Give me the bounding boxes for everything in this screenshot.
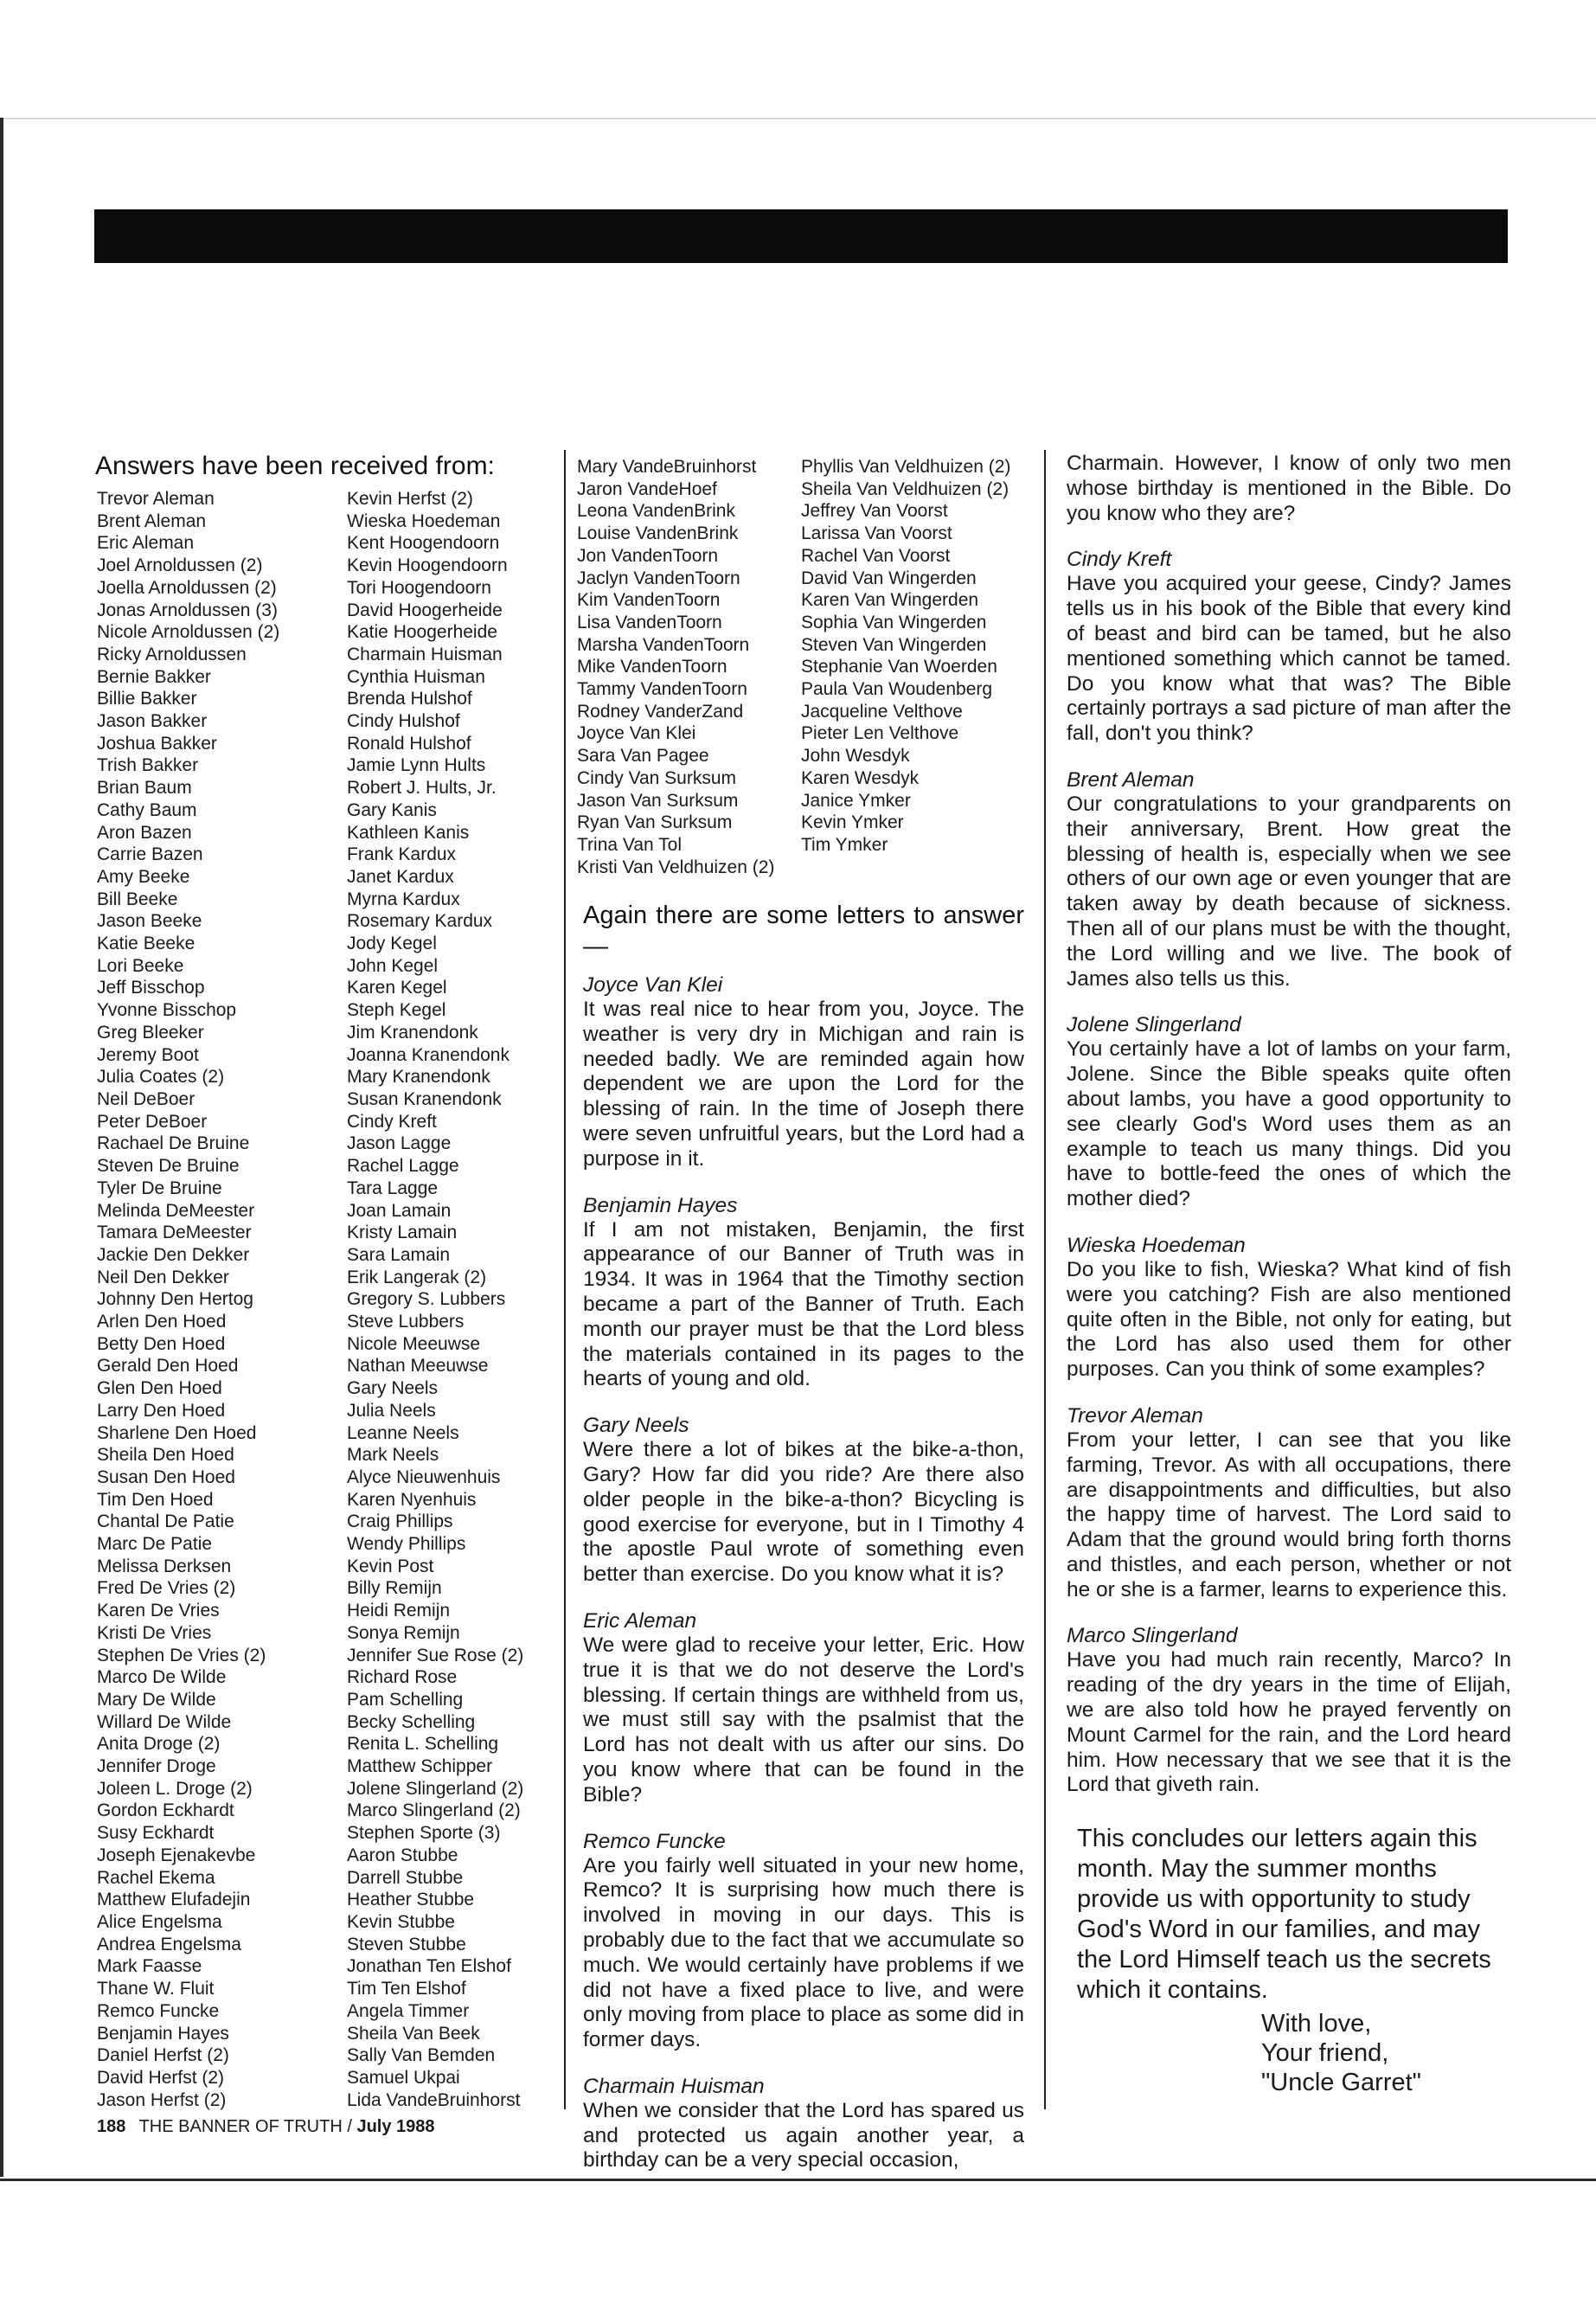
list-item: Cindy Van Surksum <box>577 767 737 788</box>
list-item: Gordon Eckhardt <box>97 1800 234 1821</box>
list-item: Craig Phillips <box>347 1511 453 1532</box>
list-item: Glen Den Hoed <box>97 1378 222 1399</box>
list-item: Sonya Remijn <box>347 1622 460 1643</box>
list-item: Rachel Lagge <box>347 1156 459 1177</box>
list-item: Betty Den Hoed <box>97 1333 226 1354</box>
list-item: Steven Stubbe <box>347 1934 466 1954</box>
list-item: Richard Rose <box>347 1667 458 1688</box>
list-item: Ronald Hulshof <box>347 733 471 754</box>
list-item: Jennifer Droge <box>97 1756 216 1777</box>
list-item: Alice Engelsma <box>97 1912 222 1932</box>
letter-text: From your letter, I can see that you like farming, Trevor. As with all occupations, there are disappointments and difficulties, but also the happy time of harvest. The Lord said to Adam that the ground would bring forth thorns and thistles, and each person, whether or not he or she is a farmer, learns to experience this. <box>1067 1428 1511 1601</box>
list-item: Gary Kanis <box>347 799 437 820</box>
list-item: Jennifer Sue Rose (2) <box>347 1645 524 1665</box>
list-item: Brian Baum <box>97 778 192 799</box>
list-item: Stephen Sporte (3) <box>347 1823 501 1844</box>
list-item: Billie Bakker <box>97 689 197 709</box>
letter <box>583 1608 1024 1808</box>
list-item: Carrie Bazen <box>97 844 203 865</box>
list-item: Angela Timmer <box>347 2000 470 2021</box>
list-item: Kevin Post <box>347 1556 434 1576</box>
list-item: Jody Kegel <box>347 934 437 954</box>
list-item: Benjamin Hayes <box>97 2023 229 2044</box>
list-item: Leanne Neels <box>347 1422 459 1443</box>
letter <box>583 1829 1024 2053</box>
list-item: Karen De Vries <box>97 1601 220 1621</box>
list-item: Tori Hoogendoorn <box>347 577 491 598</box>
list-item: Eric Aleman <box>97 533 195 554</box>
list-item: Renita L. Schelling <box>347 1734 499 1755</box>
letter <box>583 1413 1024 1588</box>
list-item: Larry Den Hoed <box>97 1400 226 1421</box>
list-item: Sheila Van Beek <box>347 2023 480 2044</box>
list-item: Susan Den Hoed <box>97 1466 235 1487</box>
list-item: David Van Wingerden <box>801 568 977 588</box>
list-item: Jacqueline Velthove <box>801 701 963 722</box>
list-item: Mike VandenToorn <box>577 657 727 677</box>
list-item: Tim Ten Elshof <box>347 1979 466 1999</box>
list-item: Kent Hoogendoorn <box>347 533 500 554</box>
list-item: Larissa Van Voorst <box>801 523 952 544</box>
letter <box>1067 1233 1511 1383</box>
column-divider <box>564 450 566 2109</box>
scan-margin-bottom <box>0 2179 1596 2304</box>
letters-heading: Again there are some letters to answer — <box>583 902 1024 960</box>
header-bar <box>94 209 1508 263</box>
letter <box>1067 1012 1511 1212</box>
list-item: Nicole Meeuwse <box>347 1333 481 1354</box>
names-column-4 <box>801 456 1010 857</box>
page-footer <box>97 2116 435 2137</box>
letter-text: Are you fairly well situated in your new home, Remco? It is surprising how much there is involved in moving in our days. This is probably due to the fact that we accumulate so much. We would certainly have problems if we did not have a fixed place to live, and were only moving from place to place as some did in former days. <box>583 1853 1024 2052</box>
list-item: Cynthia Huisman <box>347 666 485 687</box>
letter-recipient: Eric Aleman <box>583 1608 697 1633</box>
list-item: Janice Ymker <box>801 790 911 811</box>
list-item: Steph Kegel <box>347 1000 446 1021</box>
letter-recipient: Charmain Huisman <box>583 2074 765 2098</box>
list-item: Greg Bleeker <box>97 1022 204 1043</box>
list-item: Aaron Stubbe <box>347 1845 458 1865</box>
list-item: Sheila Van Veldhuizen (2) <box>801 478 1010 499</box>
list-item: Jonas Arnoldussen (3) <box>97 600 278 620</box>
list-item: Jeremy Boot <box>97 1044 199 1065</box>
list-item: Mary De Wilde <box>97 1689 216 1710</box>
column-divider <box>1044 450 1046 2109</box>
letter-recipient: Marco Slingerland <box>1067 1624 1238 1648</box>
letter-text: Charmain. However, I know of only two men whose birthday is mentioned in the Bible. Do you know who they are? <box>1067 452 1511 525</box>
list-item: Tim Den Hoed <box>97 1489 214 1510</box>
letter-text: Were there a lot of bikes at the bike-a-thon, Gary? How far did you ride? Are there also older people in the bike-a-thon? Bicycling is good exercise for everyone, but in I Timothy 4 the apostle Paul wrote of something even better than exercise. Do you know what it is? <box>583 1438 1024 1587</box>
names-column-3 <box>577 456 774 878</box>
list-item: Heather Stubbe <box>347 1890 475 1910</box>
list-item: Kevin Ymker <box>801 812 904 833</box>
received-heading: Answers have been received from: <box>95 452 495 480</box>
list-item: Jason Bakker <box>97 711 208 732</box>
list-item: Neil DeBoer <box>97 1088 195 1109</box>
list-item: Jaclyn VandenToorn <box>577 568 740 588</box>
letter-text: Do you like to fish, Wieska? What kind of fish were you catching? Fish are also mentioned quite often in the Bible, not only for eating, but the Lord has also used them for other purposes. Can you think of some examples? <box>1067 1257 1511 1382</box>
list-item: Melinda DeMeester <box>97 1200 255 1221</box>
list-item: Karen Nyenhuis <box>347 1489 477 1510</box>
names-column-2 <box>347 488 523 2111</box>
list-item: Jolene Slingerland (2) <box>347 1778 524 1799</box>
letters-list <box>1067 547 1511 1798</box>
list-item: Bernie Bakker <box>97 666 211 687</box>
list-item: Mary VandeBruinhorst <box>577 457 757 477</box>
list-item: Gregory S. Lubbers <box>347 1289 506 1310</box>
signoff <box>1261 2009 1511 2097</box>
list-item: Karen Kegel <box>347 978 447 998</box>
letter-recipient: Brent Aleman <box>1067 767 1195 792</box>
letter <box>1067 1623 1511 1798</box>
list-item: Jon VandenToorn <box>577 545 719 566</box>
list-item: Joshua Bakker <box>97 733 217 754</box>
list-item: Daniel Herfst (2) <box>97 2045 229 2066</box>
signoff-line: "Uncle Garret" <box>1261 2069 1421 2097</box>
list-item: Ryan Van Surksum <box>577 812 733 833</box>
letter-recipient: Remco Funcke <box>583 1829 726 1853</box>
list-item: Rachel Ekema <box>97 1867 215 1888</box>
list-item: Kevin Stubbe <box>347 1912 455 1932</box>
list-item: Arlen Den Hoed <box>97 1312 227 1332</box>
list-item: John Kegel <box>347 955 439 976</box>
list-item: Sara Van Pagee <box>577 746 709 767</box>
closing-paragraph: This concludes our letters again this month. May the summer months provide us with opportunity to study God's Word in our families, and may the Lord Himself teach us the secrets which it contains. <box>1077 1825 1491 2005</box>
list-item: David Herfst (2) <box>97 2067 225 2088</box>
list-item: Lori Beeke <box>97 955 184 976</box>
list-item: Fred De Vries (2) <box>97 1578 236 1599</box>
list-item: Tyler De Bruine <box>97 1178 222 1198</box>
list-item: Heidi Remijn <box>347 1601 451 1621</box>
list-item: Joella Arnoldussen (2) <box>97 577 277 598</box>
list-item: Becky Schelling <box>347 1711 476 1732</box>
list-item: Marco De Wilde <box>97 1667 227 1688</box>
list-item: Jim Kranendonk <box>347 1022 478 1043</box>
letter-text: When we consider that the Lord has spared us and protected us again another year, a birthday can be a very special occasion, <box>583 2098 1024 2172</box>
list-item: Jason Lagge <box>347 1133 452 1154</box>
letter <box>1067 1403 1511 1603</box>
list-item: Lida VandeBruinhorst <box>347 2089 521 2110</box>
list-item: Aron Bazen <box>97 822 192 843</box>
list-item: Susy Eckhardt <box>97 1823 215 1844</box>
list-item: Matthew Schipper <box>347 1756 493 1777</box>
list-item: Kevin Hoogendoorn <box>347 555 508 576</box>
list-item: Joel Arnoldussen (2) <box>97 555 263 576</box>
list-item: Stephanie Van Woerden <box>801 657 997 677</box>
publication-name: THE BANNER OF TRUTH / <box>138 2117 352 2136</box>
list-item: Cindy Kreft <box>347 1111 437 1132</box>
list-item: Cindy Hulshof <box>347 711 460 732</box>
list-item: Katie Hoogerheide <box>347 622 497 643</box>
list-item: Karen Van Wingerden <box>801 590 979 611</box>
list-item: Anita Droge (2) <box>97 1734 221 1755</box>
list-item: Lisa VandenToorn <box>577 612 722 632</box>
list-item: Melissa Derksen <box>97 1556 232 1576</box>
list-item: Trish Bakker <box>97 755 199 776</box>
list-item: Kristi Van Veldhuizen (2) <box>577 857 775 877</box>
scan-edge-left <box>0 118 3 2177</box>
names-column-1 <box>97 488 279 2111</box>
list-item: Kristy Lamain <box>347 1223 458 1243</box>
letters-column-right <box>1067 452 1511 2097</box>
list-item: Steven De Bruine <box>97 1156 240 1177</box>
list-item: Brenda Hulshof <box>347 689 472 709</box>
list-item: Marc De Patie <box>97 1534 213 1555</box>
list-item: Myrna Kardux <box>347 889 460 909</box>
page-number: 188 <box>97 2117 126 2136</box>
list-item: Phyllis Van Veldhuizen (2) <box>801 457 1011 477</box>
letter-continuation <box>1067 452 1511 526</box>
list-item: Jason Van Surksum <box>577 790 739 811</box>
list-item: Mark Neels <box>347 1445 439 1466</box>
list-item: Sophia Van Wingerden <box>801 612 987 632</box>
list-item: Marco Slingerland (2) <box>347 1800 521 1821</box>
list-item: John Wesdyk <box>801 746 910 767</box>
list-item: Sara Lamain <box>347 1244 451 1265</box>
list-item: Karen Wesdyk <box>801 767 920 788</box>
list-item: Wieska Hoedeman <box>347 510 501 531</box>
list-item: Julia Coates (2) <box>97 1067 225 1088</box>
list-item: Steve Lubbers <box>347 1312 465 1332</box>
list-item: Jeff Bisschop <box>97 978 205 998</box>
list-item: Katie Beeke <box>97 934 195 954</box>
list-item: Pam Schelling <box>347 1689 464 1710</box>
list-item: Darrell Stubbe <box>347 1867 464 1888</box>
letter-text: Our congratulations to your grandparents on their anniversary, Brent. How great the blessing of health is, especially when we see others of our own age or even younger that are taken away by death because of sickness. Then all of our plans must be with the thought, the Lord willing and we live. The book of James also tells us this. <box>1067 792 1511 991</box>
list-item: Sharlene Den Hoed <box>97 1422 257 1443</box>
list-item: Rachel Van Voorst <box>801 545 951 566</box>
letter-recipient: Cindy Kreft <box>1067 548 1172 572</box>
list-item: Robert J. Hults, Jr. <box>347 778 497 799</box>
list-item: Julia Neels <box>347 1400 436 1421</box>
list-item: Johnny Den Hertog <box>97 1289 253 1310</box>
signoff-line: With love, <box>1261 2010 1372 2038</box>
letter-text: If I am not mistaken, Benjamin, the first appearance of our Banner of Truth was in 1934. It was in 1964 that the Timothy section became a part of the Banner of Truth. Each month our prayer must be that the Lord bless the materials contained in its pages to the hearts of young and old. <box>583 1217 1024 1391</box>
list-item: Jamie Lynn Hults <box>347 755 486 776</box>
list-item: Joanna Kranendonk <box>347 1044 510 1065</box>
list-item: Willard De Wilde <box>97 1711 232 1732</box>
issue-date: July 1988 <box>356 2117 435 2136</box>
list-item: Sally Van Bemden <box>347 2045 496 2066</box>
list-item: Nicole Arnoldussen (2) <box>97 622 280 643</box>
list-item: Marsha VandenToorn <box>577 634 750 655</box>
letter <box>1067 767 1511 992</box>
list-item: Billy Remijn <box>347 1578 442 1599</box>
list-item: Susan Kranendonk <box>347 1088 502 1109</box>
list-item: Cathy Baum <box>97 799 197 820</box>
letter <box>1067 547 1511 747</box>
list-item: Wendy Phillips <box>347 1534 466 1555</box>
list-item: Gary Neels <box>347 1378 439 1399</box>
list-item: Mary Kranendonk <box>347 1067 490 1088</box>
list-item: Rodney VanderZand <box>577 701 744 722</box>
list-item: Tammy VandenToorn <box>577 679 747 700</box>
list-item: Trina Van Tol <box>577 834 683 855</box>
list-item: Erik Langerak (2) <box>347 1267 487 1287</box>
list-item: Gerald Den Hoed <box>97 1356 239 1377</box>
letter-text: You certainly have a lot of lambs on your farm, Jolene. Since the Bible speaks quite often about lambs, you have a good opportunity to see clearly God's Word uses them as an example to teach us many things. Did you have to bottle-feed the ones of which the mother died? <box>1067 1037 1511 1211</box>
list-item: Andrea Engelsma <box>97 1934 241 1954</box>
list-item: Peter DeBoer <box>97 1111 208 1132</box>
list-item: Samuel Ukpai <box>347 2067 460 2088</box>
list-item: Brent Aleman <box>97 510 207 531</box>
list-item: Steven Van Wingerden <box>801 634 987 655</box>
list-item: Tamara DeMeester <box>97 1223 252 1243</box>
letters-list <box>583 972 1024 2173</box>
list-item: Nathan Meeuwse <box>347 1356 489 1377</box>
scan-margin-top <box>0 0 1596 119</box>
list-item: Stephen De Vries (2) <box>97 1645 266 1665</box>
list-item: Tara Lagge <box>347 1178 439 1198</box>
list-item: Kim VandenToorn <box>577 590 721 611</box>
list-item: Jackie Den Dekker <box>97 1244 250 1265</box>
list-item: Janet Kardux <box>347 866 454 887</box>
letter-text: Have you acquired your geese, Cindy? James tells us in his book of the Bible that every kind of beast and bird can be tamed, but he also mentioned something which cannot be tamed. Do you know what that was? The Bible certainly portrays a sad picture of man after the fall, don't you think? <box>1067 572 1511 746</box>
list-item: Joleen L. Droge (2) <box>97 1778 253 1799</box>
list-item: Thane W. Fluit <box>97 1979 215 1999</box>
list-item: Joyce Van Klei <box>577 723 696 744</box>
list-item: Charmain Huisman <box>347 644 503 664</box>
letter <box>583 972 1024 1172</box>
list-item: Alyce Nieuwenhuis <box>347 1466 501 1487</box>
letter-recipient: Wieska Hoedeman <box>1067 1233 1246 1257</box>
signoff-line: Your friend, <box>1261 2039 1389 2068</box>
list-item: David Hoogerheide <box>347 600 503 620</box>
list-item: Jason Beeke <box>97 911 202 932</box>
list-item: Jason Herfst (2) <box>97 2089 227 2110</box>
list-item: Louise VandenBrink <box>577 523 739 544</box>
list-item: Bill Beeke <box>97 889 178 909</box>
list-item: Matthew Elufadejin <box>97 1890 251 1910</box>
list-item: Kevin Herfst (2) <box>347 489 473 509</box>
list-item: Trevor Aleman <box>97 489 215 509</box>
letter-text: It was real nice to hear from you, Joyce. The weather is very dry in Michigan and rain is needed badly. We are reminded again how dependent we are upon the Lord for the blessing of rain. In the time of Joseph there were seven unfruitful years, but the Lord had a purpose in it. <box>583 998 1024 1171</box>
list-item: Yvonne Bisschop <box>97 1000 237 1021</box>
list-item: Joan Lamain <box>347 1200 452 1221</box>
letter-recipient: Gary Neels <box>583 1414 689 1438</box>
list-item: Ricky Arnoldussen <box>97 644 247 664</box>
letter-recipient: Trevor Aleman <box>1067 1403 1203 1428</box>
list-item: Pieter Len Velthove <box>801 723 959 744</box>
letters-column-middle <box>583 900 1024 2194</box>
list-item: Leona VandenBrink <box>577 501 735 522</box>
list-item: Mark Faasse <box>97 1956 202 1977</box>
list-item: Kristi De Vries <box>97 1622 212 1643</box>
list-item: Amy Beeke <box>97 866 190 887</box>
letter-text: Have you had much rain recently, Marco? In reading of the dry years in the time of Elijah, we are also told how he prayed fervently on Mount Carmel for the rain, and the Lord heard him. How necessary that we see that it is the Lord that giveth rain. <box>1067 1648 1511 1797</box>
letter-recipient: Jolene Slingerland <box>1067 1013 1241 1037</box>
letter-recipient: Benjamin Hayes <box>583 1193 738 1217</box>
list-item: Rachael De Bruine <box>97 1133 250 1154</box>
letter <box>583 1193 1024 1393</box>
letter <box>583 2074 1024 2173</box>
list-item: Neil Den Dekker <box>97 1267 229 1287</box>
list-item: Kathleen Kanis <box>347 822 470 843</box>
list-item: Joseph Ejenakevbe <box>97 1845 256 1865</box>
letter-text: We were glad to receive your letter, Eric. How true it is that we do not deserve the Lord's blessing. If certain things are withheld from us, we must still say with the psalmist that the Lord has not dealt with us after our sins. Do you know where that can be found in the Bible? <box>583 1633 1024 1807</box>
list-item: Jaron VandeHoef <box>577 478 717 499</box>
list-item: Paula Van Woudenberg <box>801 679 993 700</box>
list-item: Remco Funcke <box>97 2000 220 2021</box>
list-item: Jonathan Ten Elshof <box>347 1956 511 1977</box>
list-item: Tim Ymker <box>801 834 888 855</box>
list-item: Frank Kardux <box>347 844 457 865</box>
list-item: Sheila Den Hoed <box>97 1445 234 1466</box>
list-item: Chantal De Patie <box>97 1511 234 1532</box>
list-item: Jeffrey Van Voorst <box>801 501 948 522</box>
letter-recipient: Joyce Van Klei <box>583 973 723 997</box>
list-item: Rosemary Kardux <box>347 911 493 932</box>
